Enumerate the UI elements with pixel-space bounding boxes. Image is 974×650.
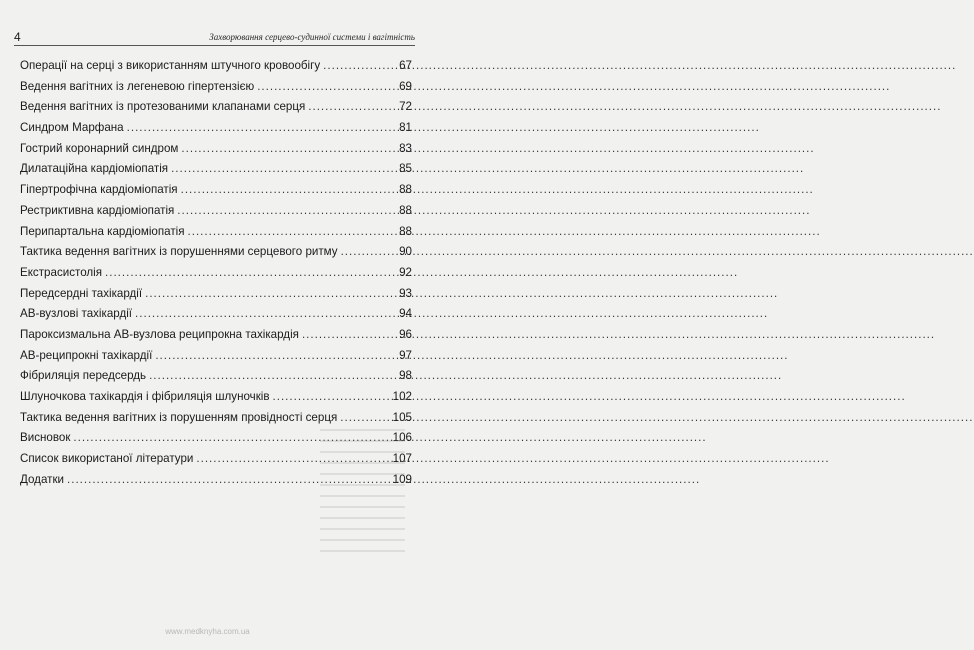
- toc-entry: [20, 139, 412, 160]
- toc-entry: [20, 284, 412, 305]
- toc-entry: [20, 304, 412, 325]
- toc-entry-page: 92: [399, 265, 412, 279]
- toc-entry-page: 88: [399, 203, 412, 217]
- toc-dot-leader: [188, 222, 398, 243]
- toc-dot-leader: [341, 242, 398, 263]
- toc-entry-page: 106: [392, 431, 412, 445]
- toc-dot-leader: [181, 139, 397, 160]
- toc-entry-title: Екстрасистолія: [20, 265, 102, 279]
- toc-entry-page: 109: [392, 472, 412, 486]
- toc-entry-title: Дилатаційна кардіоміопатія: [20, 162, 169, 176]
- running-title: Захворювання серцево-судинної системи і вагітність: [209, 32, 415, 42]
- header-rule: [14, 45, 415, 46]
- toc-entry-page: 85: [399, 162, 412, 176]
- toc-entry: [20, 118, 412, 139]
- toc-dot-leader: [177, 201, 397, 222]
- toc-entry: [20, 180, 412, 201]
- toc-entry-page: 88: [399, 183, 412, 197]
- toc-entry: [20, 346, 412, 367]
- toc-dot-leader: [181, 180, 398, 201]
- toc-entry-title: Гострий коронарний синдром: [20, 141, 179, 155]
- toc-entry-title: Перипартальна кардіоміопатія: [20, 224, 185, 238]
- toc-entry: [20, 97, 412, 118]
- toc-entry-title: Ведення вагітних із легеневою гіпертензією: [20, 79, 255, 93]
- toc-entry-page: 97: [399, 348, 412, 362]
- toc-entry-page: 81: [399, 121, 412, 135]
- toc-entry-title: Пароксизмальна АВ-вузлова реципрокна тахікардія: [20, 327, 299, 341]
- toc-entry-title: Тактика ведення вагітних із порушеннями серцевого ритму: [20, 245, 338, 259]
- toc-entry-title: АВ-вузлові тахікардії: [20, 307, 133, 321]
- toc-entry-title: Ведення вагітних із протезованими клапанами серця: [20, 100, 306, 114]
- toc-entry-title: Фібриляція передсердь: [20, 369, 147, 383]
- toc-entry-page: 102: [392, 390, 412, 403]
- toc-entry-title: Передсердні тахікардії: [20, 286, 143, 300]
- toc-dot-leader: [145, 284, 397, 305]
- toc-dot-leader: [127, 118, 397, 139]
- toc-entry-page: 93: [399, 286, 412, 300]
- toc-entry-title: Висновок: [20, 431, 71, 445]
- toc-entry-page: 72: [399, 100, 412, 114]
- toc-entry: [20, 222, 412, 243]
- toc-dot-leader: [323, 56, 397, 77]
- toc-dot-leader: [171, 159, 397, 180]
- toc-dot-leader: [302, 325, 397, 346]
- toc-entry-title: Шлуночкова тахікардія і фібриляція шлуночків: [20, 390, 270, 403]
- toc-entry: [20, 242, 412, 263]
- toc-entry-page: 107: [392, 452, 412, 466]
- toc-entry-page: 69: [399, 79, 412, 93]
- toc-entry-page: 105: [392, 410, 412, 424]
- toc-dot-leader: [105, 263, 397, 284]
- page-number: 4: [14, 30, 21, 44]
- toc-entry-page: 83: [399, 141, 412, 155]
- toc-entry-page: 98: [399, 369, 412, 383]
- toc-entry: [20, 387, 412, 408]
- toc-dot-leader: [149, 366, 397, 387]
- toc-entry-title: Додатки: [20, 472, 64, 486]
- toc-entry-page: 90: [399, 245, 412, 259]
- toc-entry-title: Гіпертрофічна кардіоміопатія: [20, 183, 178, 197]
- toc-entry-page: 94: [399, 307, 412, 321]
- toc-entry: [20, 56, 412, 77]
- toc-entry-title: АВ-реципрокні тахікардії: [20, 348, 153, 362]
- toc-entry: [20, 77, 412, 98]
- toc-dot-leader: [257, 77, 397, 98]
- toc-entry-page: 96: [399, 327, 412, 341]
- toc-entry-title: Рестриктивна кардіоміопатія: [20, 203, 175, 217]
- bleed-through-text: [320, 420, 405, 600]
- toc-dot-leader: [273, 387, 391, 408]
- document-page: [0, 0, 415, 650]
- toc-dot-leader: [155, 346, 397, 367]
- toc-dot-leader: [135, 304, 397, 325]
- toc-entry-title: Синдром Марфана: [20, 121, 124, 135]
- toc-entry-page: 88: [399, 224, 412, 238]
- toc-entry: [20, 366, 412, 387]
- toc-entry-page: 67: [399, 59, 412, 72]
- running-header: [14, 30, 415, 46]
- toc-entry: [20, 159, 412, 180]
- footer-url: www.medknyha.com.ua: [165, 627, 250, 636]
- toc-entry: [20, 201, 412, 222]
- toc-entry-title: Операції на серці з використанням штучного кровообігу: [20, 59, 321, 72]
- toc-entry: [20, 263, 412, 284]
- toc-entry: [20, 325, 412, 346]
- toc-entry-title: Список використаної літератури: [20, 452, 194, 466]
- toc-dot-leader: [308, 97, 397, 118]
- toc-entry-title: Тактика ведення вагітних із порушенням провідності серця: [20, 410, 338, 424]
